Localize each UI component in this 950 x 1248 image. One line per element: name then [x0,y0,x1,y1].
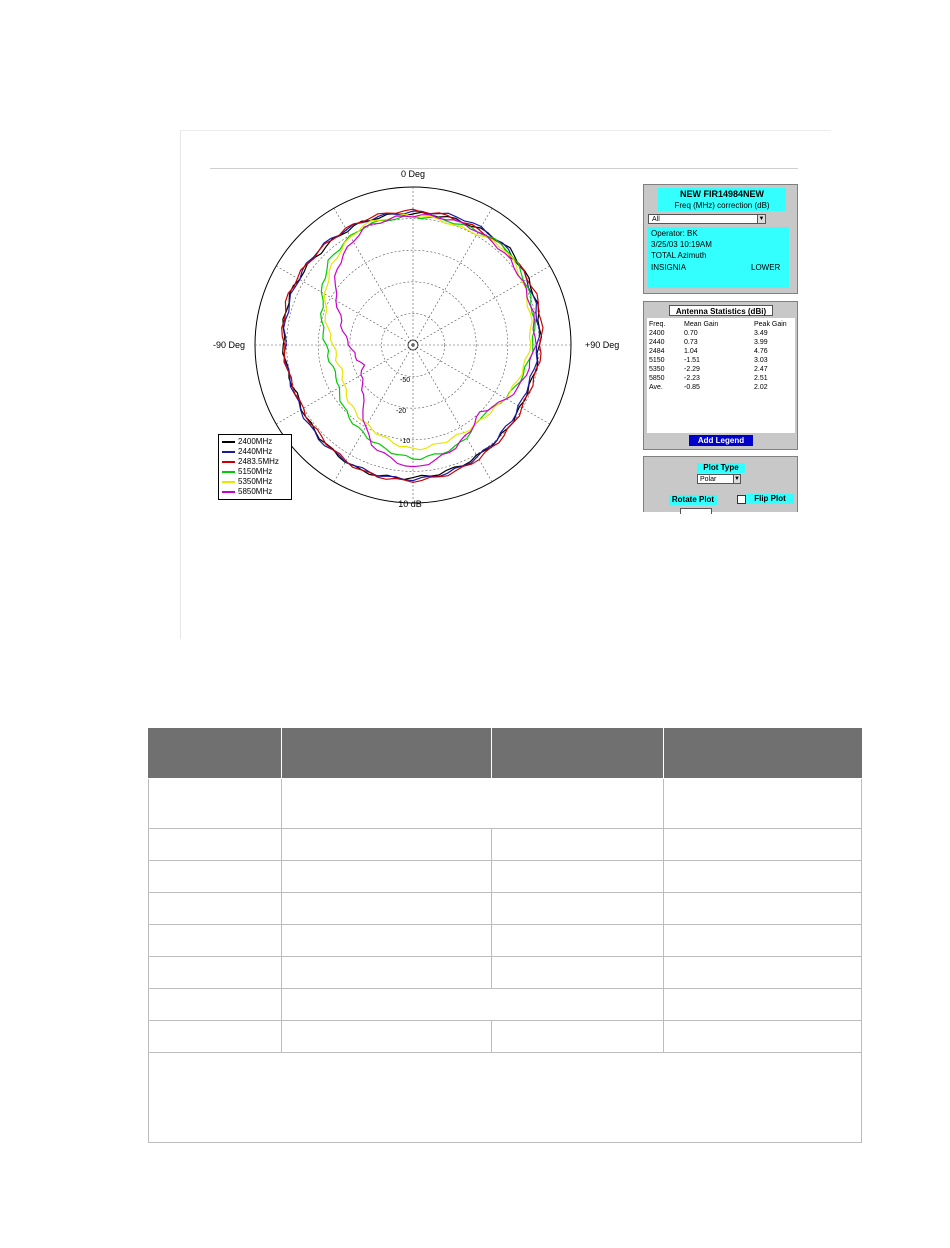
plot-type-panel [643,456,798,512]
stat-mean: 1.04 [684,348,698,355]
table-note-cell [149,1053,862,1143]
table-cell [281,1021,491,1053]
operator-text: Operator: BK [651,229,698,238]
plot-legend [218,434,292,500]
statistics-table [647,318,795,433]
measurement-info-box [648,227,789,288]
stat-freq: Ave. [649,384,663,391]
col-peak-gain-header: Peak Gain [754,321,787,328]
table-cell [149,989,282,1021]
rotate-plot-button[interactable]: Rotate Plot [669,495,717,505]
grid-spoke [413,345,492,482]
statistics-row [649,338,793,347]
table-cell [149,957,282,989]
stat-peak: 3.03 [754,357,768,364]
legend-label: 2400MHz [238,437,273,446]
freq-correction-label: Freq (MHz) correction (dB) [658,201,786,211]
legend-label: 5850MHz [238,487,273,496]
col-freq-header: Freq. [649,321,666,328]
label-minus-90-deg: -90 Deg [213,340,246,350]
frequency-select[interactable] [648,214,766,224]
stat-mean: -2.23 [684,375,700,382]
legend-label: 5150MHz [238,467,273,476]
table-cell [664,925,862,957]
stat-peak: 3.49 [754,330,768,337]
statistics-row [649,374,793,383]
dropdown-arrow-icon[interactable]: ▼ [758,216,765,222]
statistics-row [649,383,793,392]
table-cell [281,779,663,829]
table-cell [491,925,664,957]
table-cell [664,829,862,861]
table-cell [281,893,491,925]
table-cell [664,893,862,925]
legend-swatch [222,461,235,463]
legend-swatch [222,481,235,483]
legend-swatch [222,441,235,443]
stat-freq: 5150 [649,357,665,364]
legend-item [219,467,291,477]
table-cell [664,989,862,1021]
dropdown-arrow-icon[interactable]: ▼ [734,476,740,482]
specification-table [148,728,862,1143]
stat-mean: -1.51 [684,357,700,364]
antenna-info-panel [643,184,798,294]
stat-freq: 2440 [649,339,665,346]
flip-plot-checkbox[interactable] [737,495,746,504]
table-cell [281,861,491,893]
table-cell [281,989,663,1021]
table-row [149,861,862,893]
legend-swatch [222,491,235,493]
table-cell [149,861,282,893]
ring-label-2: -20 [396,408,407,415]
col-mean-gain-header: Mean Gain [684,321,719,328]
legend-item [219,437,291,447]
table-row [149,829,862,861]
table-header-row [149,728,862,779]
statistics-row [649,347,793,356]
polar-grid [255,187,571,503]
table-row [149,925,862,957]
plot-type-label: Plot Type [697,463,745,473]
ring-label-3: -10 [400,438,411,445]
legend-label: 2483.5MHz [238,457,279,466]
label-plus-90-deg: +90 Deg [585,340,620,350]
legend-item [219,447,291,457]
statistics-row [649,329,793,338]
add-legend-button[interactable]: Add Legend [689,435,753,446]
antenna-statistics-panel [643,301,798,450]
legend-item [219,457,291,467]
table-cell [664,1021,862,1053]
table-cell [491,893,664,925]
legend-label: 5350MHz [238,477,273,486]
stat-peak: 3.99 [754,339,768,346]
frequency-select-value: All [652,216,660,223]
table-header-cell [149,728,282,779]
stat-peak: 4.76 [754,348,768,355]
legend-swatch [222,471,235,473]
table-cell [664,779,862,829]
table-row [149,989,862,1021]
table-cell [491,1021,664,1053]
stat-freq: 2484 [649,348,665,355]
stat-freq: 2400 [649,330,665,337]
label-0-deg: 0 Deg [400,169,426,179]
plot-type-select[interactable] [697,474,741,484]
mode-text: TOTAL Azimuth [651,251,707,260]
table-row [149,779,862,829]
statistics-header-row [649,320,793,329]
ring-label-1: -50 [400,377,411,384]
stat-freq: 5350 [649,366,665,373]
stat-mean: -2.29 [684,366,700,373]
insignia-tag: INSIGNIA [651,263,687,272]
statistics-row [649,356,793,365]
table-header-cell [664,728,862,779]
stat-mean: 0.70 [684,330,698,337]
statistics-title: Antenna Statistics (dBi) [669,305,773,316]
statistics-row [649,365,793,374]
grid-spoke [413,208,492,345]
table-cell [281,829,491,861]
table-cell [149,893,282,925]
plot-type-value: Polar [700,476,717,483]
table-header-cell [491,728,664,779]
table-cell [491,829,664,861]
table-cell [491,861,664,893]
antenna-name-title: NEW FIR14984NEW [658,188,786,201]
table-cell [149,925,282,957]
stat-peak: 2.47 [754,366,768,373]
lower-tag: LOWER [751,263,781,272]
flip-plot-label: Flip Plot [746,494,794,504]
stat-peak: 2.02 [754,384,768,391]
pattern-curve [324,214,532,449]
stat-freq: 5850 [649,375,665,382]
table-note-row [149,1053,862,1143]
legend-item [219,477,291,487]
table-row [149,1021,862,1053]
table-cell [281,957,491,989]
legend-item [219,487,291,497]
legend-swatch [222,451,235,453]
table-cell [149,1021,282,1053]
polar-plot-area [210,169,640,511]
table-cell [149,779,282,829]
table-cell [149,829,282,861]
table-row [149,893,862,925]
rotate-plot-input[interactable] [680,508,712,514]
table-cell [281,925,491,957]
datetime-text: 3/25/03 10:19AM [651,240,712,249]
label-bottom-db: 10 dB [398,499,422,509]
stat-mean: 0.73 [684,339,698,346]
table-cell [664,861,862,893]
stat-mean: -0.85 [684,384,700,391]
table-header-cell [281,728,491,779]
legend-label: 2440MHz [238,447,273,456]
table-cell [664,957,862,989]
table-row [149,957,862,989]
stat-peak: 2.51 [754,375,768,382]
table-cell [491,957,664,989]
